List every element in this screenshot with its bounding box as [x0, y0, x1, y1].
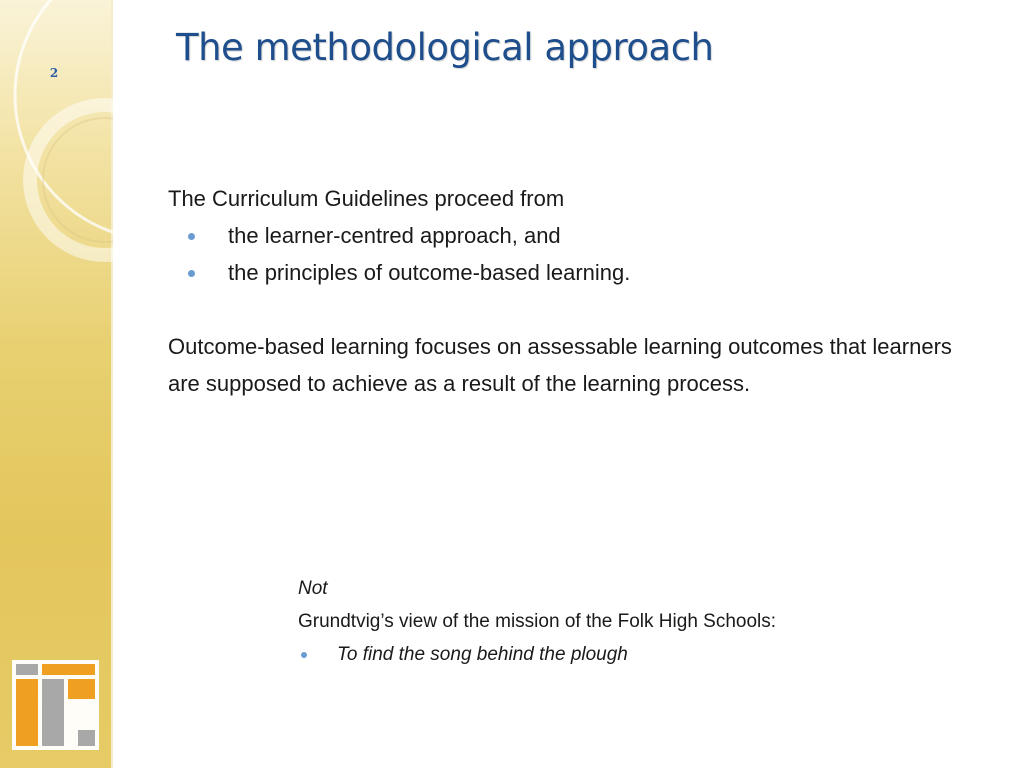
ir-logo-icon	[12, 660, 99, 750]
bullet-item	[168, 254, 968, 291]
quote-bullet-list	[298, 638, 938, 671]
quote-bullet-item	[298, 638, 938, 671]
outcome-paragraph: Outcome-based learning focuses on assessable learning outcomes that learners are supposed to achieve as a result of the learning process.	[168, 334, 952, 396]
bullet-dot-icon	[188, 270, 195, 277]
body-text	[168, 180, 968, 402]
not-label: Not	[298, 578, 328, 599]
bullet-dot-icon	[188, 233, 195, 240]
intro-text: The Curriculum Guidelines proceed from	[168, 186, 565, 211]
quote-bullet-text: To find the song behind the plough	[337, 644, 628, 665]
quote-block	[298, 572, 938, 671]
sidebar	[0, 0, 113, 768]
quote-line: Grundtvig’s view of the mission of the Folk High Schools:	[298, 611, 777, 632]
bullet-item	[168, 217, 968, 254]
slide-number: 2	[49, 66, 59, 80]
bullet-text: the learner-centred approach, and	[228, 223, 561, 248]
bullet-text: the principles of outcome-based learning.	[228, 260, 631, 285]
bullet-dot-icon	[301, 652, 307, 658]
page-title: The methodological approach	[176, 26, 714, 69]
bullet-list	[168, 217, 968, 291]
spacer	[168, 291, 968, 328]
circle-arcs-decoration	[0, 0, 113, 768]
